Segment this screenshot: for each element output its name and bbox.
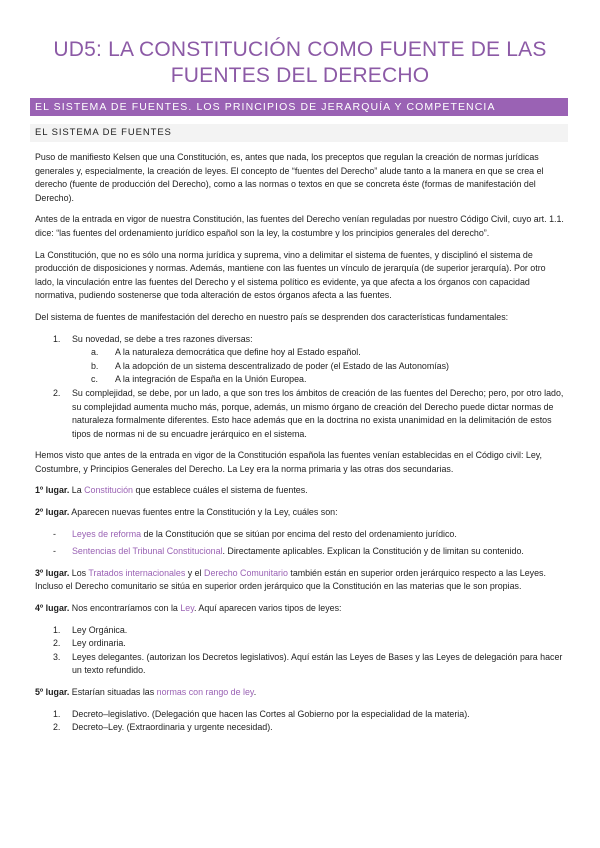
list-item: 2. Ley ordinaria. [53, 638, 126, 649]
lugar-5-list [35, 708, 566, 735]
link-derecho-comunitario[interactable]: Derecho Comunitario [204, 567, 288, 578]
paragraph-codigo-civil: Antes de la entrada en vigor de nuestra Constitución, las fuentes del Derecho venían reguladas por nuestro Código Civil, cuyo art. 1.1. dice: “las fuentes del ordenamiento jurídico español son la ley, la costumbre y los principios generales del derecho”. [35, 214, 564, 238]
sub-list-item: b. A la adopción de un sistema descentralizado de poder (el Estado de las Autonomías) [91, 360, 450, 371]
lugar-4: 4º lugar. Nos encontraríamos con la Ley. Aquí aparecen varios tipos de leyes: [35, 603, 342, 614]
lugar-1: 1º lugar. La Constitución que establece cuáles el sistema de fuentes. [35, 485, 308, 496]
link-leyes-reforma[interactable]: Leyes de reforma [72, 528, 142, 539]
lugar-2-list [35, 528, 566, 559]
document-body [35, 151, 566, 735]
list-item: 1. Decreto–legislativo. (Delegación que hacen las Cortes al Gobierno por la especialidad de la materia). [53, 708, 470, 719]
link-constitucion[interactable]: Constitución [84, 485, 133, 496]
list-item: 2. Su complejidad, se debe, por un lado, a que son tres los ámbitos de creación de las fuentes del Derecho; pero, por otro lado, su complejidad aumenta mucho más, porque, además, un mismo órgano de creación del Derecho puede dictar normas de naturaleza formalmente diferentes. Esto hace además que en la doctrina no exista unanimidad en la delimitación de estos tipos de normas ni de su encuadre jerárquico en el sistema. [53, 387, 564, 439]
subsection-heading: EL SISTEMA DE FUENTES [30, 124, 568, 142]
sub-list-item: c. A la integración de España en la Unión Europea. [91, 374, 307, 385]
lugar-2: 2º lugar. Aparecen nuevas fuentes entre la Constitución y la Ley, cuáles son: [35, 507, 338, 518]
list-item: 2. Decreto–Ley. (Extraordinaria y urgente necesidad). [53, 722, 273, 733]
list-item: 3. Leyes delegantes. (autorizan los Decretos legislativos). Aquí están las Leyes de Bases y las Leyes de delegación para hacer un texto refundido. [53, 651, 563, 676]
link-ley[interactable]: Ley [180, 603, 194, 614]
lugar-4-list [35, 624, 566, 678]
paragraph-codigo-civil-fuentes: Hemos visto que antes de la entrada en vigor de la Constitución española las fuentes venían establecidas en el Código civil: Ley, Costumbre, y Principios Generales del Derecho. La Ley era la norma primaria y las otras dos secundarias. [35, 450, 543, 474]
link-tratados[interactable]: Tratados internacionales [88, 567, 186, 578]
link-normas-rango-ley[interactable]: normas con rango de ley [156, 687, 254, 697]
lugar-5: 5º lugar. Estarían situadas las normas con rango de ley. [35, 687, 257, 697]
paragraph-kelsen: Puso de manifiesto Kelsen que una Constitución, es, antes que nada, los preceptos que regulan la creación de normas jurídicas generales y, especialmente, la creación de leyes. El concepto de “fuentes del Derecho” alude tanto a la manera en que se crea el derecho (fuente de producción del Derecho), como a las normas o textos en que se concreta éste (formas de manifestación del Derecho). [35, 152, 544, 203]
paragraph-constitucion: La Constitución, que no es sólo una norma jurídica y suprema, vino a delimitar el sistema de fuentes, y disciplinó el sistema de producción de disposiciones y normas. Además, mantiene con las fuentes un vínculo de jerarquía (de superior jerarquía). Por otro lado, la vinculación entre las fuentes del Derecho y el sistema político es evidente, ya que afecta a los órganos con capacidad normativa, pudiendo sostenerse que toda alteración de estos órganos afecta a las fuentes. [35, 249, 546, 301]
paragraph-caracteristicas: Del sistema de fuentes de manifestación del derecho en nuestro país se desprenden dos características fundamentales: [35, 311, 509, 322]
lugar-3: 3º lugar. Los Tratados internacionales y el Derecho Comunitario también están en superior orden jerárquico respecto a las Leyes. Incluso el Derecho comunitario se sitúa en superior orden jerárquico que la Constitución en las materias que le son propias. [35, 567, 546, 592]
document-title: UD5: LA CONSTITUCIÓN COMO FUENTE DE LAS FUENTES DEL DERECHO [53, 38, 547, 87]
list-item: - Leyes de reforma de la Constitución que se sitúan por encima del resto del ordenamiento jurídico. [53, 528, 457, 539]
list-item: 1. Su novedad, se debe a tres razones diversas: [53, 333, 253, 344]
list-item: 1. Ley Orgánica. [53, 624, 128, 635]
section-heading: EL SISTEMA DE FUENTES. LOS PRINCIPIOS DE JERARQUÍA Y COMPETENCIA [30, 98, 568, 116]
sub-list-item: a. A la naturaleza democrática que define hoy al Estado español. [91, 347, 361, 358]
list-item: - Sentencias del Tribunal Constitucional. Directamente aplicables. Explican la Constitución y de limitan su contenido. [53, 546, 524, 557]
link-sentencias-tc[interactable]: Sentencias del Tribunal Constitucional [72, 546, 223, 557]
characteristics-list [35, 333, 566, 442]
